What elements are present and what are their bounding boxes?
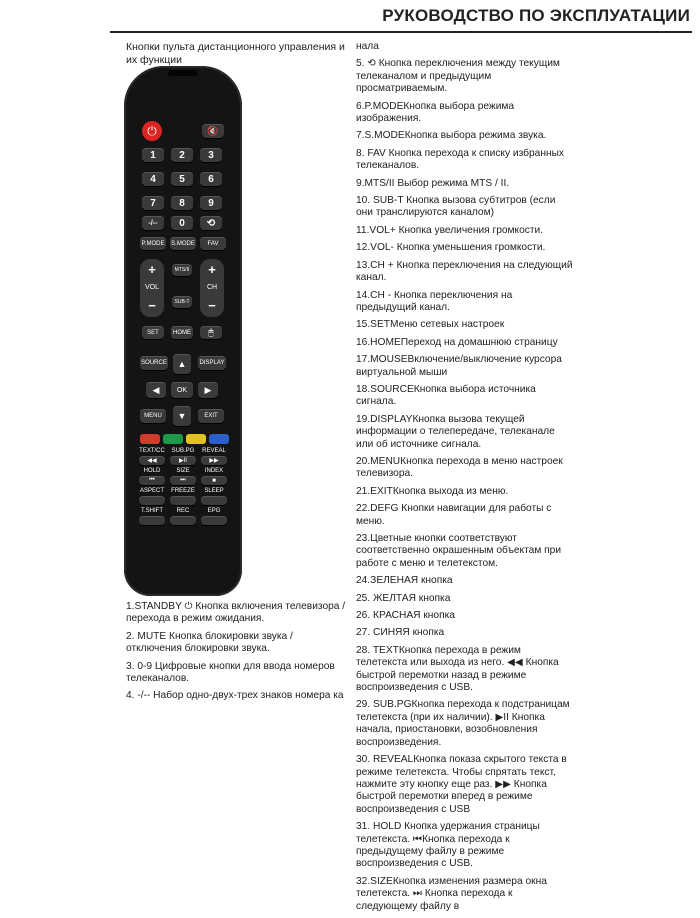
hold-label: HOLD — [143, 468, 161, 474]
tshift-button — [139, 516, 165, 525]
vol-down-icon: − — [148, 298, 156, 313]
arrow-left-icon: ◀ — [146, 382, 166, 398]
num-button: 4 — [142, 172, 164, 186]
power-icon: ⏻ — [142, 121, 162, 141]
instruction-item: 26. КРАСНАЯ кнопка — [356, 610, 455, 622]
ch-down-icon: − — [208, 298, 216, 313]
num-button: 8 — [171, 196, 193, 210]
instruction-item: 17.MOUSEВключение/выключение курсора виртуальной мыши — [356, 354, 562, 378]
home-button: HOME — [171, 326, 193, 339]
display-button: DISPLAY — [198, 356, 226, 370]
header-rule — [110, 31, 692, 33]
epg-button — [201, 516, 227, 525]
instruction-item: 30. REVEALКнопка показа скрытого текста в режиме телетекста. Чтобы спрятать текст, нажмите эту кнопку еще раз. ▶▶ Кнопка быстрой перемотки вперед в режиме воспроизведения с USB — [356, 754, 567, 815]
blue-button — [209, 434, 229, 444]
tshift-label: T.SHIFT — [141, 508, 163, 514]
prev-icon: ⏮ — [139, 476, 165, 485]
index-label: INDEX — [204, 468, 224, 474]
vol-up-icon: + — [148, 262, 156, 277]
stop-icon: ■ — [201, 476, 227, 485]
left-instruction-list — [126, 601, 350, 708]
instruction-item: 32.SIZEКнопка изменения размера окна телетекста. ⏭ Кнопка перехода к следующему файлу в — [356, 875, 547, 912]
page-title: РУКОВОДСТВО ПО ЭКСПЛУАТАЦИИ — [382, 6, 690, 25]
arrow-down-icon: ▼ — [173, 406, 191, 426]
num-button: 9 — [200, 196, 222, 210]
aspect-label: ASPECT — [139, 488, 164, 494]
arrow-up-icon: ▲ — [173, 354, 191, 374]
mute-icon: 🔇 — [202, 124, 224, 138]
instruction-item: 9.MTS/II Выбор режима MTS / II. — [356, 177, 510, 189]
instruction-item: 3. 0-9 Цифровые кнопки для ввода номеров телеканалов. — [126, 660, 335, 685]
smode-button: S.MODE — [170, 237, 196, 250]
instruction-item: 6.P.MODEКнопка выбора режима изображения. — [356, 100, 515, 125]
sleep-label: SLEEP — [204, 488, 224, 494]
instruction-item: 11.VOL+ Кнопка увеличения громкости. — [356, 224, 544, 236]
remote-ir-window — [168, 70, 198, 76]
source-button: SOURCE — [140, 356, 168, 370]
freeze-button — [170, 496, 196, 505]
subpg-label: SUB.PG — [171, 448, 195, 454]
instruction-item: 29. SUB.PGКнопка перехода к подстраницам телетекста (при их наличии). ▶II Кнопка начала, приостановки, возобновления воспроизведения. — [356, 699, 570, 748]
set-button: SET — [142, 326, 164, 339]
instruction-item: 15.SETМеню сетевых настроек — [356, 319, 505, 331]
num-button: 6 — [200, 172, 222, 186]
fast-forward-icon: ▶▶ — [201, 456, 227, 465]
instruction-item: 19.DISPLAYКнопка вызова текущей информации о телепередаче, телеканале или об источнике сигнала. — [356, 413, 555, 450]
instruction-item: 31. HOLD Кнопка удержания страницы телетекста. ⏮Кнопка перехода к предыдущему файлу в режиме воспроизведения с USB. — [356, 821, 540, 870]
mts-button: MTS/II — [172, 264, 192, 276]
instruction-item: 12.VOL- Кнопка уменьшения громкости. — [356, 242, 546, 254]
instruction-item: 22.DEFG Кнопки навигации для работы с меню. — [356, 503, 552, 527]
epg-label: EPG — [207, 508, 221, 514]
instruction-item: 2. MUTE Кнопка блокировки звука / отключения блокировки звука. — [126, 630, 293, 655]
instruction-item: 1.STANDBY ⏻ Кнопка включения телевизора / перехода в режим ожидания. — [126, 601, 346, 625]
reveal-label: REVEAL — [202, 448, 226, 454]
instruction-item: 27. СИНЯЯ кнопка — [356, 627, 445, 639]
rec-label: REC — [176, 508, 190, 514]
recall-icon: ⟲ — [200, 216, 222, 230]
size-label: SIZE — [176, 468, 190, 474]
remote-caption: Кнопки пульта дистанционного управления и их функции — [126, 41, 345, 66]
vol-label: VOL — [144, 284, 159, 291]
instruction-item: 5. ⟲ Кнопка переключения между текущим телеканалом и предыдущим просматриваемым. — [356, 58, 560, 95]
freeze-label: FREEZE — [171, 488, 195, 494]
instruction-item: 20.MENUКнопка перехода в меню настроек телевизора. — [356, 455, 563, 480]
sleep-button — [201, 496, 227, 505]
red-button — [140, 434, 160, 444]
instruction-item: 14.CH - Кнопка переключения на предыдущий канал. — [356, 289, 513, 313]
mouse-icon: 🖱 — [200, 326, 222, 339]
instruction-item: 25. ЖЕЛТАЯ кнопка — [356, 592, 451, 604]
instruction-item: 7.S.MODEКнопка выбора режима звука. — [356, 130, 547, 142]
page-header — [0, 0, 700, 34]
rec-button — [170, 516, 196, 525]
instruction-item: 21.EXITКнопка выхода из меню. — [356, 485, 509, 497]
ch-label: CH — [206, 284, 218, 291]
instruction-item: 10. SUB-T Кнопка вызова субтитров (если они транслируются каналом) — [356, 195, 556, 219]
ch-up-icon: + — [208, 262, 216, 277]
aspect-button — [139, 496, 165, 505]
remote-control-illustration — [124, 66, 242, 596]
instruction-item: 13.CH + Кнопка переключения на следующий канал. — [356, 259, 573, 284]
play-pause-icon: ▶II — [170, 456, 196, 465]
num-button: 0 — [171, 216, 193, 230]
instruction-item: 16.HOMEПереход на домашнюю страницу — [356, 336, 558, 348]
right-instruction-list — [356, 41, 574, 918]
yellow-button — [186, 434, 206, 444]
instruction-item: 28. TEXTКнопка перехода в режим телетекста или выхода из него. ◀◀ Кнопка быстрой перемотки назад в режиме воспроизведения с USB. — [356, 644, 559, 694]
num-button: 2 — [171, 148, 193, 162]
digit-mode-button: -/-- — [142, 216, 164, 230]
green-button — [163, 434, 183, 444]
instruction-item: 4. -/-- Набор одно-двух-трех знаков номера ка — [126, 690, 344, 702]
textcc-label: TEXT/CC — [139, 448, 165, 454]
arrow-right-icon: ▶ — [198, 382, 218, 398]
pmode-button: P.MODE — [140, 237, 166, 250]
rewind-icon: ◀◀ — [139, 456, 165, 465]
subt-button: SUB-T — [172, 296, 192, 308]
instruction-item: 18.SOURCEКнопка выбора источника сигнала. — [356, 383, 536, 408]
fav-button: FAV — [200, 237, 226, 250]
menu-button: MENU — [140, 409, 166, 423]
next-icon: ⏭ — [170, 476, 196, 485]
exit-button: EXIT — [198, 409, 224, 423]
num-button: 7 — [142, 196, 164, 210]
instruction-item: нала — [356, 41, 379, 52]
num-button: 5 — [171, 172, 193, 186]
ok-button: OK — [171, 382, 193, 398]
instruction-item: 8. FAV Кнопка перехода к списку избранных телеканалов. — [356, 147, 564, 172]
instruction-item: 24.ЗЕЛЕНАЯ кнопка — [356, 575, 453, 587]
num-button: 3 — [200, 148, 222, 162]
instruction-item: 23.Цветные кнопки соответствуют соответственно окрашенным объектам при работе с меню и телетекстом. — [356, 533, 562, 569]
num-button: 1 — [142, 148, 164, 162]
